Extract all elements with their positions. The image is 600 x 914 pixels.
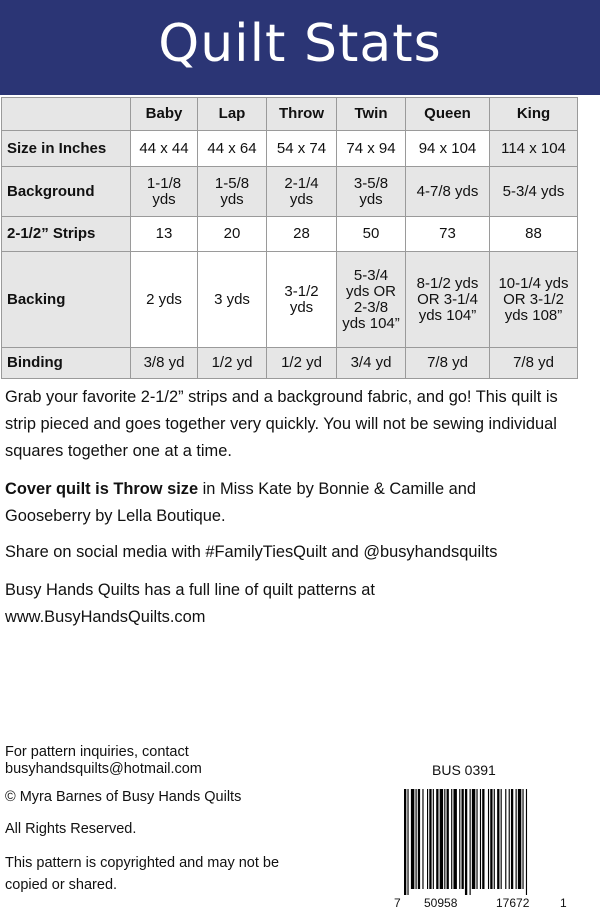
row-label: Binding bbox=[2, 348, 131, 379]
barcode-bar bbox=[509, 789, 510, 889]
table-cell: 5-3/4 yds OR 2-3/8 yds 104” bbox=[337, 252, 406, 348]
rights-text: All Rights Reserved. bbox=[5, 821, 137, 837]
table-cell: 74 x 94 bbox=[337, 131, 406, 167]
column-header: Lap bbox=[198, 98, 267, 131]
column-header: Queen bbox=[406, 98, 490, 131]
column-header: Twin bbox=[337, 98, 406, 131]
table-row-strips bbox=[2, 217, 578, 252]
table-cell: 54 x 74 bbox=[267, 131, 337, 167]
barcode-bar bbox=[465, 789, 467, 895]
product-code: BUS 0391 bbox=[432, 762, 496, 778]
page-title: Quilt Stats bbox=[158, 14, 442, 74]
table-cell: 4-7/8 yds bbox=[406, 167, 490, 217]
barcode-bar bbox=[516, 789, 517, 889]
barcode-bar bbox=[488, 789, 489, 889]
barcode-bar bbox=[470, 789, 471, 895]
barcode-bar bbox=[518, 789, 521, 889]
table-cell: 7/8 yd bbox=[406, 348, 490, 379]
table-cell: 2-1/4 yds bbox=[267, 167, 337, 217]
barcode-bar bbox=[429, 789, 431, 889]
header-banner bbox=[0, 0, 600, 95]
barcode-bar bbox=[407, 789, 408, 895]
barcode-bar bbox=[436, 789, 438, 889]
copyright-text: © Myra Barnes of Busy Hands Quilts bbox=[5, 789, 242, 805]
corner-cell bbox=[2, 98, 131, 131]
barcode-bar bbox=[480, 789, 481, 889]
quilt-stats-table bbox=[1, 97, 578, 379]
table-cell: 50 bbox=[337, 217, 406, 252]
social-media-paragraph: Share on social media with #FamilyTiesQuilt and @busyhandsquilts bbox=[5, 543, 498, 561]
barcode-bar bbox=[440, 789, 443, 889]
barcode-bar bbox=[497, 789, 499, 889]
table-header-row bbox=[2, 98, 578, 131]
barcode-bar bbox=[511, 789, 513, 889]
table-cell: 28 bbox=[267, 217, 337, 252]
barcode-digit-lead: 7 bbox=[394, 896, 401, 910]
cover-quilt-fabrics: in Miss Kate by Bonnie & Camille and Gooseberry by Lella Boutique. bbox=[5, 480, 476, 525]
table-cell: 44 x 64 bbox=[198, 131, 267, 167]
table-cell: 44 x 44 bbox=[131, 131, 198, 167]
barcode-bar bbox=[447, 789, 449, 889]
barcode-bar bbox=[472, 789, 475, 889]
table-cell: 3 yds bbox=[198, 252, 267, 348]
barcode-bar bbox=[422, 789, 423, 889]
barcode-bar bbox=[416, 789, 417, 889]
table-cell: 13 bbox=[131, 217, 198, 252]
table-cell: 1/2 yd bbox=[198, 348, 267, 379]
barcode-bar bbox=[404, 789, 406, 895]
table-cell: 114 x 104 bbox=[490, 131, 578, 167]
contact-email: busyhandsquilts@hotmail.com bbox=[5, 761, 202, 777]
table-cell: 3/4 yd bbox=[337, 348, 406, 379]
barcode bbox=[404, 789, 566, 895]
table-row-background bbox=[2, 167, 578, 217]
copyright-notice: This pattern is copyrighted and may not be copied or shared. bbox=[5, 855, 280, 893]
barcode-bar bbox=[427, 789, 428, 889]
barcode-bar bbox=[526, 789, 527, 895]
column-header: King bbox=[490, 98, 578, 131]
table-cell: 10-1/4 yds OR 3-1/2 yds 108” bbox=[490, 252, 578, 348]
table-cell: 1/2 yd bbox=[267, 348, 337, 379]
table-cell: 3-1/2 yds bbox=[267, 252, 337, 348]
barcode-bar bbox=[459, 789, 460, 889]
barcode-digits-right: 17672 bbox=[496, 896, 530, 910]
barcode-bar bbox=[482, 789, 484, 889]
table-cell: 1-1/8 yds bbox=[131, 167, 198, 217]
row-label: Size in Inches bbox=[2, 131, 131, 167]
barcode-bar bbox=[433, 789, 434, 889]
row-label: Background bbox=[2, 167, 131, 217]
table-cell: 3/8 yd bbox=[131, 348, 198, 379]
column-header: Throw bbox=[267, 98, 337, 131]
barcode-bar bbox=[476, 789, 477, 889]
table-cell: 20 bbox=[198, 217, 267, 252]
table-row-size bbox=[2, 131, 578, 167]
barcode-bar bbox=[411, 789, 414, 889]
inquiries-text: For pattern inquiries, contact bbox=[5, 744, 189, 760]
barcode-bar bbox=[501, 789, 502, 889]
table-cell: 2 yds bbox=[131, 252, 198, 348]
barcode-bar bbox=[494, 789, 495, 889]
table-cell: 8-1/2 yds OR 3-1/4 yds 104” bbox=[406, 252, 490, 348]
barcode-bar bbox=[451, 789, 452, 889]
barcode-bar bbox=[505, 789, 506, 889]
website-paragraph: Busy Hands Quilts has a full line of quilt patterns at www.BusyHandsQuilts.com bbox=[5, 581, 375, 626]
table-cell: 94 x 104 bbox=[406, 131, 490, 167]
table-cell: 3-5/8 yds bbox=[337, 167, 406, 217]
table-cell: 73 bbox=[406, 217, 490, 252]
barcode-bar bbox=[522, 789, 523, 889]
row-label: Backing bbox=[2, 252, 131, 348]
row-label: 2-1/2” Strips bbox=[2, 217, 131, 252]
cover-quilt-emphasis: Cover quilt is Throw size bbox=[5, 480, 199, 498]
barcode-bar bbox=[453, 789, 456, 889]
table-row-binding bbox=[2, 348, 578, 379]
barcode-digit-check: 1 bbox=[560, 896, 567, 910]
barcode-bar bbox=[418, 789, 420, 889]
cover-quilt-paragraph bbox=[5, 476, 565, 530]
barcode-bar bbox=[444, 789, 445, 889]
barcode-digits-left: 50958 bbox=[424, 896, 458, 910]
table-cell: 7/8 yd bbox=[490, 348, 578, 379]
table-row-backing bbox=[2, 252, 578, 348]
table-cell: 1-5/8 yds bbox=[198, 167, 267, 217]
table-cell: 88 bbox=[490, 217, 578, 252]
barcode-bar bbox=[490, 789, 492, 889]
description-paragraph: Grab your favorite 2-1/2” strips and a background fabric, and go! This quilt is strip pieced and goes together very quickly. You will not be sewing individual squares together one at a time. bbox=[5, 388, 558, 460]
table-cell: 5-3/4 yds bbox=[490, 167, 578, 217]
barcode-bar bbox=[462, 789, 464, 889]
column-header: Baby bbox=[131, 98, 198, 131]
